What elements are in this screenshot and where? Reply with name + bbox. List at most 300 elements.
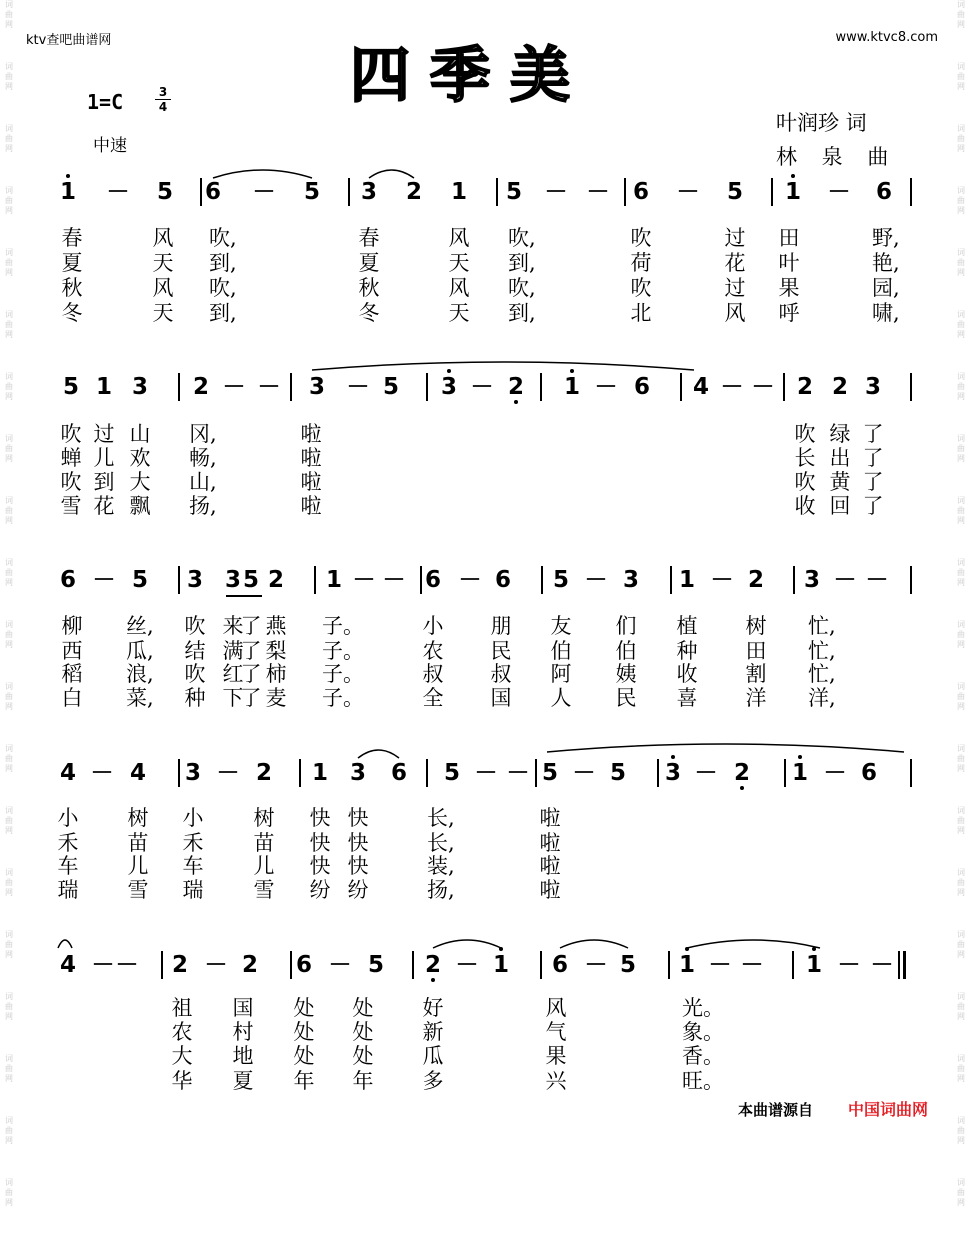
- lyric-syllable: 天: [448, 251, 470, 275]
- score-note: －: [572, 760, 596, 786]
- score-note: 1: [492, 952, 509, 978]
- watermark-char: 词: [5, 248, 13, 257]
- watermark-char: 网: [5, 1012, 13, 1021]
- slur: [213, 170, 312, 178]
- lyric-syllable: 处: [352, 1044, 374, 1068]
- score-note: 1: [678, 567, 695, 593]
- score-note: 4: [129, 760, 146, 786]
- lyric-syllable: 车: [182, 854, 204, 878]
- lyric-syllable: 快: [347, 831, 369, 855]
- slur: [547, 744, 904, 752]
- watermark-char: 曲: [5, 382, 13, 391]
- watermark-char: 曲: [957, 134, 965, 143]
- lyric-syllable: 白: [61, 686, 83, 710]
- lyric-syllable: 苗: [253, 831, 275, 855]
- lyric-syllable: 吹: [60, 470, 82, 494]
- lyric-syllable: 燕: [265, 614, 287, 638]
- watermark-char: 曲: [5, 1126, 13, 1135]
- score-note: 1: [805, 952, 822, 978]
- score-note: 5: [505, 179, 522, 205]
- watermark-char: 网: [5, 330, 13, 339]
- score-note: 5: [541, 760, 558, 786]
- score-note: 1: [563, 374, 580, 400]
- score-note: 2: [241, 952, 258, 978]
- score-note: －: [216, 760, 240, 786]
- lyric-syllable: 麦: [265, 686, 287, 710]
- score-note: 6: [494, 567, 511, 593]
- lyric-syllable: 地: [232, 1044, 254, 1068]
- lyric-syllable: 了: [862, 422, 884, 446]
- score-note: －: [594, 374, 618, 400]
- lyric-syllable: 吹: [60, 422, 82, 446]
- watermark-char: 词: [5, 806, 13, 815]
- lyric-syllable: 气: [545, 1020, 567, 1044]
- watermark-char: 网: [5, 640, 13, 649]
- score-note: 1: [95, 374, 112, 400]
- watermark-char: 网: [5, 1198, 13, 1207]
- score-note: －: [694, 760, 718, 786]
- lyric-syllable: 到,: [508, 301, 536, 325]
- score-note: －: [106, 179, 130, 205]
- watermark-char: 词: [5, 496, 13, 505]
- score-note: 3: [803, 567, 820, 593]
- lyric-syllable: 儿: [253, 854, 275, 878]
- watermark-char: 曲: [957, 258, 965, 267]
- lyric-syllable: 农: [171, 1020, 193, 1044]
- watermark-char: 词: [5, 930, 13, 939]
- watermark-char: 词: [957, 124, 965, 133]
- lyric-syllable: 呼: [778, 301, 800, 325]
- score-note: 2: [255, 760, 272, 786]
- lyric-syllable: 回: [829, 494, 851, 518]
- lyric-syllable: 夏: [358, 251, 380, 275]
- watermark-char: 网: [957, 330, 965, 339]
- score-note: 2: [831, 374, 848, 400]
- score-note: 5: [367, 952, 384, 978]
- watermark-char: 网: [957, 1074, 965, 1083]
- lyric-syllable: 吹: [184, 662, 206, 686]
- watermark-char: 曲: [5, 692, 13, 701]
- score-note: 1: [784, 179, 801, 205]
- watermark-char: 网: [957, 826, 965, 835]
- lyric-syllable: 丝,: [126, 614, 154, 638]
- watermark-char: 词: [957, 62, 965, 71]
- lyric-syllable: 祖: [171, 996, 193, 1020]
- lyric-syllable: 冬: [61, 301, 83, 325]
- score-note: 5: [62, 374, 79, 400]
- watermark-char: 网: [5, 206, 13, 215]
- lyric-syllable: 花: [93, 494, 115, 518]
- score-note: 5: [131, 567, 148, 593]
- lyric-syllable: 啦: [300, 422, 322, 446]
- score-note: －: [352, 567, 376, 593]
- slur: [687, 940, 820, 948]
- lyric-syllable: 荷: [630, 251, 652, 275]
- watermark-char: 词: [5, 868, 13, 877]
- lyric-syllable: 柳: [61, 614, 83, 638]
- lyric-syllable: 人: [550, 686, 572, 710]
- lyric-syllable: 子。: [322, 614, 364, 638]
- lyric-syllable: 吹: [630, 276, 652, 300]
- lyric-syllable: 叔: [490, 662, 512, 686]
- lyric-syllable: 友: [550, 614, 572, 638]
- score-note: 5: [443, 760, 460, 786]
- lyric-syllable: 吹: [630, 226, 652, 250]
- score-note: －: [676, 179, 700, 205]
- watermark-char: 曲: [957, 878, 965, 887]
- watermark-char: 曲: [957, 568, 965, 577]
- lyric-syllable: 天: [152, 251, 174, 275]
- lyric-syllable: 子。: [322, 686, 364, 710]
- score-note: 6: [59, 567, 76, 593]
- lyric-syllable: 装,: [427, 854, 455, 878]
- watermark-char: 曲: [957, 506, 965, 515]
- lyric-syllable: 树: [745, 614, 767, 638]
- score-note: 3: [186, 567, 203, 593]
- watermark-char: 词: [957, 496, 965, 505]
- lyric-syllable: 年: [352, 1069, 374, 1093]
- lyric-syllable: 冬: [358, 301, 380, 325]
- lyric-syllable: 叶: [778, 251, 800, 275]
- lyric-syllable: 忙,: [808, 662, 836, 686]
- lyric-syllable: 梨: [265, 639, 287, 663]
- score-note: 5: [156, 179, 173, 205]
- watermark-char: 网: [5, 578, 13, 587]
- score-note: 3: [360, 179, 377, 205]
- score-note: 6: [860, 760, 877, 786]
- score-note: 3: [184, 760, 201, 786]
- lyric-syllable: 处: [352, 996, 374, 1020]
- lyric-syllable: 处: [293, 1044, 315, 1068]
- lyric-syllable: 吹: [794, 470, 816, 494]
- lyric-syllable: 过: [724, 226, 746, 250]
- watermark-char: 曲: [5, 940, 13, 949]
- score-note: 3: [131, 374, 148, 400]
- watermark-char: 网: [5, 826, 13, 835]
- lyric-syllable: 纷: [309, 878, 331, 902]
- watermark-char: 词: [957, 1054, 965, 1063]
- lyric-syllable: 啦: [300, 446, 322, 470]
- lyric-syllable: 车: [57, 854, 79, 878]
- lyric-syllable: 风: [545, 996, 567, 1020]
- watermark-char: 词: [957, 0, 965, 9]
- watermark-char: 曲: [5, 878, 13, 887]
- score-note: 2: [507, 374, 524, 400]
- watermark-char: 曲: [957, 10, 965, 19]
- lyric-syllable: 年: [293, 1069, 315, 1093]
- watermark-char: 曲: [5, 72, 13, 81]
- lyric-syllable: 了: [240, 639, 262, 663]
- lyric-syllable: 处: [293, 1020, 315, 1044]
- lyric-syllable: 风: [724, 301, 746, 325]
- score-note: 3: [308, 374, 325, 400]
- watermark-char: 曲: [957, 444, 965, 453]
- score-note: －: [833, 567, 857, 593]
- watermark-char: 词: [5, 372, 13, 381]
- score-note: －: [204, 952, 228, 978]
- lyric-syllable: 吹,: [508, 226, 536, 250]
- lyric-syllable: 小: [57, 806, 79, 830]
- lyric-syllable: 洋: [745, 686, 767, 710]
- score-note: －: [584, 952, 608, 978]
- watermark-char: 网: [957, 454, 965, 463]
- watermark-char: 词: [957, 1116, 965, 1125]
- lyric-syllable: 长,: [427, 831, 455, 855]
- score-note: 2: [424, 952, 441, 978]
- lyric-syllable: 扬,: [427, 878, 455, 902]
- lyric-syllable: 喜: [676, 686, 698, 710]
- lyric-syllable: 伯: [615, 639, 637, 663]
- key-signature: 1=C: [87, 90, 124, 114]
- lyric-syllable: 国: [232, 996, 254, 1020]
- score-note: 3: [440, 374, 457, 400]
- composer-credit: 林 泉 曲: [776, 145, 898, 169]
- lyric-syllable: 西: [61, 639, 83, 663]
- lyric-syllable: 了: [240, 686, 262, 710]
- score-note: －: [474, 760, 498, 786]
- watermark-char: 网: [957, 1136, 965, 1145]
- lyric-syllable: 华: [171, 1069, 193, 1093]
- watermark-char: 网: [5, 144, 13, 153]
- watermark-char: 网: [5, 888, 13, 897]
- lyric-syllable: 到: [93, 470, 115, 494]
- lyric-syllable: 树: [127, 806, 149, 830]
- tempo-marking: 中速: [93, 136, 127, 156]
- lyric-syllable: 啦: [539, 831, 561, 855]
- score-note: －: [584, 567, 608, 593]
- watermark-char: 词: [5, 0, 13, 9]
- score-note: 2: [192, 374, 209, 400]
- score-note: 6: [551, 952, 568, 978]
- watermark-char: 网: [957, 1198, 965, 1207]
- score-note: －: [720, 374, 744, 400]
- lyric-syllable: 风: [448, 226, 470, 250]
- watermark-char: 网: [5, 702, 13, 711]
- score-note: 6: [390, 760, 407, 786]
- lyric-syllable: 种: [676, 639, 698, 663]
- score-note: －: [92, 567, 116, 593]
- lyric-syllable: 北: [630, 301, 652, 325]
- score-note: 2: [733, 760, 750, 786]
- lyric-syllable: 村: [232, 1020, 254, 1044]
- watermark-char: 词: [957, 558, 965, 567]
- lyric-syllable: 田: [778, 226, 800, 250]
- score-note: －: [870, 952, 894, 978]
- score-note: －: [865, 567, 889, 593]
- lyric-syllable: 夏: [232, 1069, 254, 1093]
- score-note: －: [328, 952, 352, 978]
- score-note: －: [751, 374, 775, 400]
- lyric-syllable: 浪,: [126, 662, 154, 686]
- watermark-char: 网: [957, 268, 965, 277]
- lyric-syllable: 了: [862, 446, 884, 470]
- lyric-syllable: 兴: [545, 1069, 567, 1093]
- lyric-syllable: 来: [222, 614, 244, 638]
- site-name-left: ktv查吧曲谱网: [26, 33, 112, 48]
- time-signature-top: 3: [158, 85, 168, 99]
- watermark-char: 网: [5, 764, 13, 773]
- lyric-syllable: 畅,: [189, 446, 217, 470]
- lyric-syllable: 艳,: [872, 251, 900, 275]
- watermark-char: 曲: [5, 134, 13, 143]
- lyric-syllable: 子。: [322, 662, 364, 686]
- watermark-char: 曲: [5, 1064, 13, 1073]
- watermark-char: 曲: [957, 1002, 965, 1011]
- watermark-char: 网: [5, 1074, 13, 1083]
- watermark-char: 网: [957, 144, 965, 153]
- lyric-syllable: 吹,: [209, 226, 237, 250]
- watermark-char: 词: [5, 558, 13, 567]
- lyric-syllable: 快: [347, 806, 369, 830]
- lyric-syllable: 了: [240, 614, 262, 638]
- lyric-syllable: 风: [152, 276, 174, 300]
- watermark-char: 曲: [5, 630, 13, 639]
- lyric-syllable: 象。: [682, 1020, 724, 1044]
- watermark-char: 词: [957, 682, 965, 691]
- score-note: 2: [405, 179, 422, 205]
- watermark-char: 曲: [957, 754, 965, 763]
- lyric-syllable: 农: [422, 639, 444, 663]
- lyric-syllable: 吹: [184, 614, 206, 638]
- watermark-char: 网: [957, 1012, 965, 1021]
- lyric-syllable: 到,: [508, 251, 536, 275]
- lyric-syllable: 禾: [57, 831, 79, 855]
- watermark-char: 词: [957, 434, 965, 443]
- watermark-char: 网: [5, 82, 13, 91]
- score-note: 1: [678, 952, 695, 978]
- lyric-syllable: 割: [745, 662, 767, 686]
- lyric-syllable: 蝉: [60, 446, 82, 470]
- lyric-syllable: 过: [724, 276, 746, 300]
- lyric-syllable: 民: [615, 686, 637, 710]
- watermark-char: 网: [5, 516, 13, 525]
- lyricist-credit: 叶润珍 词: [776, 111, 867, 135]
- score-note: －: [252, 179, 276, 205]
- lyric-syllable: 啦: [539, 854, 561, 878]
- lyric-syllable: 洋,: [808, 686, 836, 710]
- score-note: 6: [632, 179, 649, 205]
- score-note: 2: [747, 567, 764, 593]
- lyric-syllable: 忙,: [808, 639, 836, 663]
- watermark-char: 词: [5, 744, 13, 753]
- score-note: 3: [224, 567, 241, 593]
- site-url-right: www.ktvc8.com: [835, 30, 938, 45]
- lyric-syllable: 大: [129, 470, 151, 494]
- time-signature-bottom: 4: [158, 100, 168, 114]
- watermark-char: 网: [957, 702, 965, 711]
- watermark-char: 词: [5, 1054, 13, 1063]
- lyric-syllable: 了: [240, 662, 262, 686]
- score-note: 5: [609, 760, 626, 786]
- watermark-char: 曲: [957, 1126, 965, 1135]
- score-note: －: [708, 952, 732, 978]
- watermark-char: 网: [957, 950, 965, 959]
- lyric-syllable: 儿: [127, 854, 149, 878]
- watermark-char: 曲: [5, 1188, 13, 1197]
- score-note: 6: [295, 952, 312, 978]
- watermark-char: 网: [5, 950, 13, 959]
- lyric-syllable: 扬,: [189, 494, 217, 518]
- lyric-syllable: 啦: [539, 806, 561, 830]
- lyric-syllable: 冈,: [189, 422, 217, 446]
- lyric-syllable: 天: [448, 301, 470, 325]
- lyric-syllable: 快: [309, 831, 331, 855]
- score-note: －: [222, 374, 246, 400]
- score-note: 4: [59, 952, 76, 978]
- watermark-char: 词: [5, 620, 13, 629]
- lyric-syllable: 红: [222, 662, 244, 686]
- watermark-char: 曲: [957, 196, 965, 205]
- lyric-syllable: 瑞: [182, 878, 204, 902]
- score-note: －: [470, 374, 494, 400]
- watermark-char: 词: [957, 248, 965, 257]
- score-note: －: [115, 952, 139, 978]
- score-note: －: [458, 567, 482, 593]
- watermark-char: 曲: [957, 72, 965, 81]
- watermark-char: 曲: [5, 320, 13, 329]
- score-note: 5: [619, 952, 636, 978]
- lyric-syllable: 光。: [682, 996, 724, 1020]
- watermark-char: 词: [5, 1178, 13, 1187]
- lyric-syllable: 雪: [253, 878, 275, 902]
- watermark-char: 曲: [5, 506, 13, 515]
- score-note: 1: [325, 567, 342, 593]
- lyric-syllable: 好: [422, 996, 444, 1020]
- watermark-char: 网: [5, 20, 13, 29]
- lyric-syllable: 收: [676, 662, 698, 686]
- lyric-syllable: 姨: [615, 662, 637, 686]
- watermark-char: 曲: [5, 444, 13, 453]
- source-label: 本曲谱源自: [738, 1101, 814, 1119]
- song-title: 四季美: [350, 41, 590, 111]
- score-note: 1: [450, 179, 467, 205]
- watermark-char: 网: [5, 454, 13, 463]
- watermark-char: 网: [957, 206, 965, 215]
- lyric-syllable: 快: [309, 854, 331, 878]
- watermark-char: 曲: [957, 1188, 965, 1197]
- watermark-char: 网: [5, 268, 13, 277]
- score-note: －: [257, 374, 281, 400]
- lyric-syllable: 新: [422, 1020, 444, 1044]
- score-note: 6: [424, 567, 441, 593]
- score-note: 5: [726, 179, 743, 205]
- score-note: －: [544, 179, 568, 205]
- slur: [358, 750, 399, 758]
- lyric-syllable: 禾: [182, 831, 204, 855]
- watermark-char: 词: [957, 744, 965, 753]
- score-note: 2: [171, 952, 188, 978]
- watermark-char: 词: [5, 1116, 13, 1125]
- score-note: 1: [791, 760, 808, 786]
- lyric-syllable: 菜,: [126, 686, 154, 710]
- watermark-char: 词: [957, 620, 965, 629]
- lyric-syllable: 风: [448, 276, 470, 300]
- lyric-syllable: 种: [184, 686, 206, 710]
- lyric-syllable: 稻: [61, 662, 83, 686]
- slur: [312, 362, 694, 370]
- lyric-syllable: 小: [422, 614, 444, 638]
- score-note: －: [346, 374, 370, 400]
- watermark-char: 网: [957, 20, 965, 29]
- watermark-char: 词: [957, 372, 965, 381]
- lyric-syllable: 了: [862, 470, 884, 494]
- lyric-syllable: 野,: [872, 226, 900, 250]
- watermark-char: 曲: [957, 630, 965, 639]
- lyric-syllable: 朋: [490, 614, 512, 638]
- lyric-syllable: 民: [490, 639, 512, 663]
- watermark-char: 词: [957, 868, 965, 877]
- lyric-syllable: 绿: [829, 422, 851, 446]
